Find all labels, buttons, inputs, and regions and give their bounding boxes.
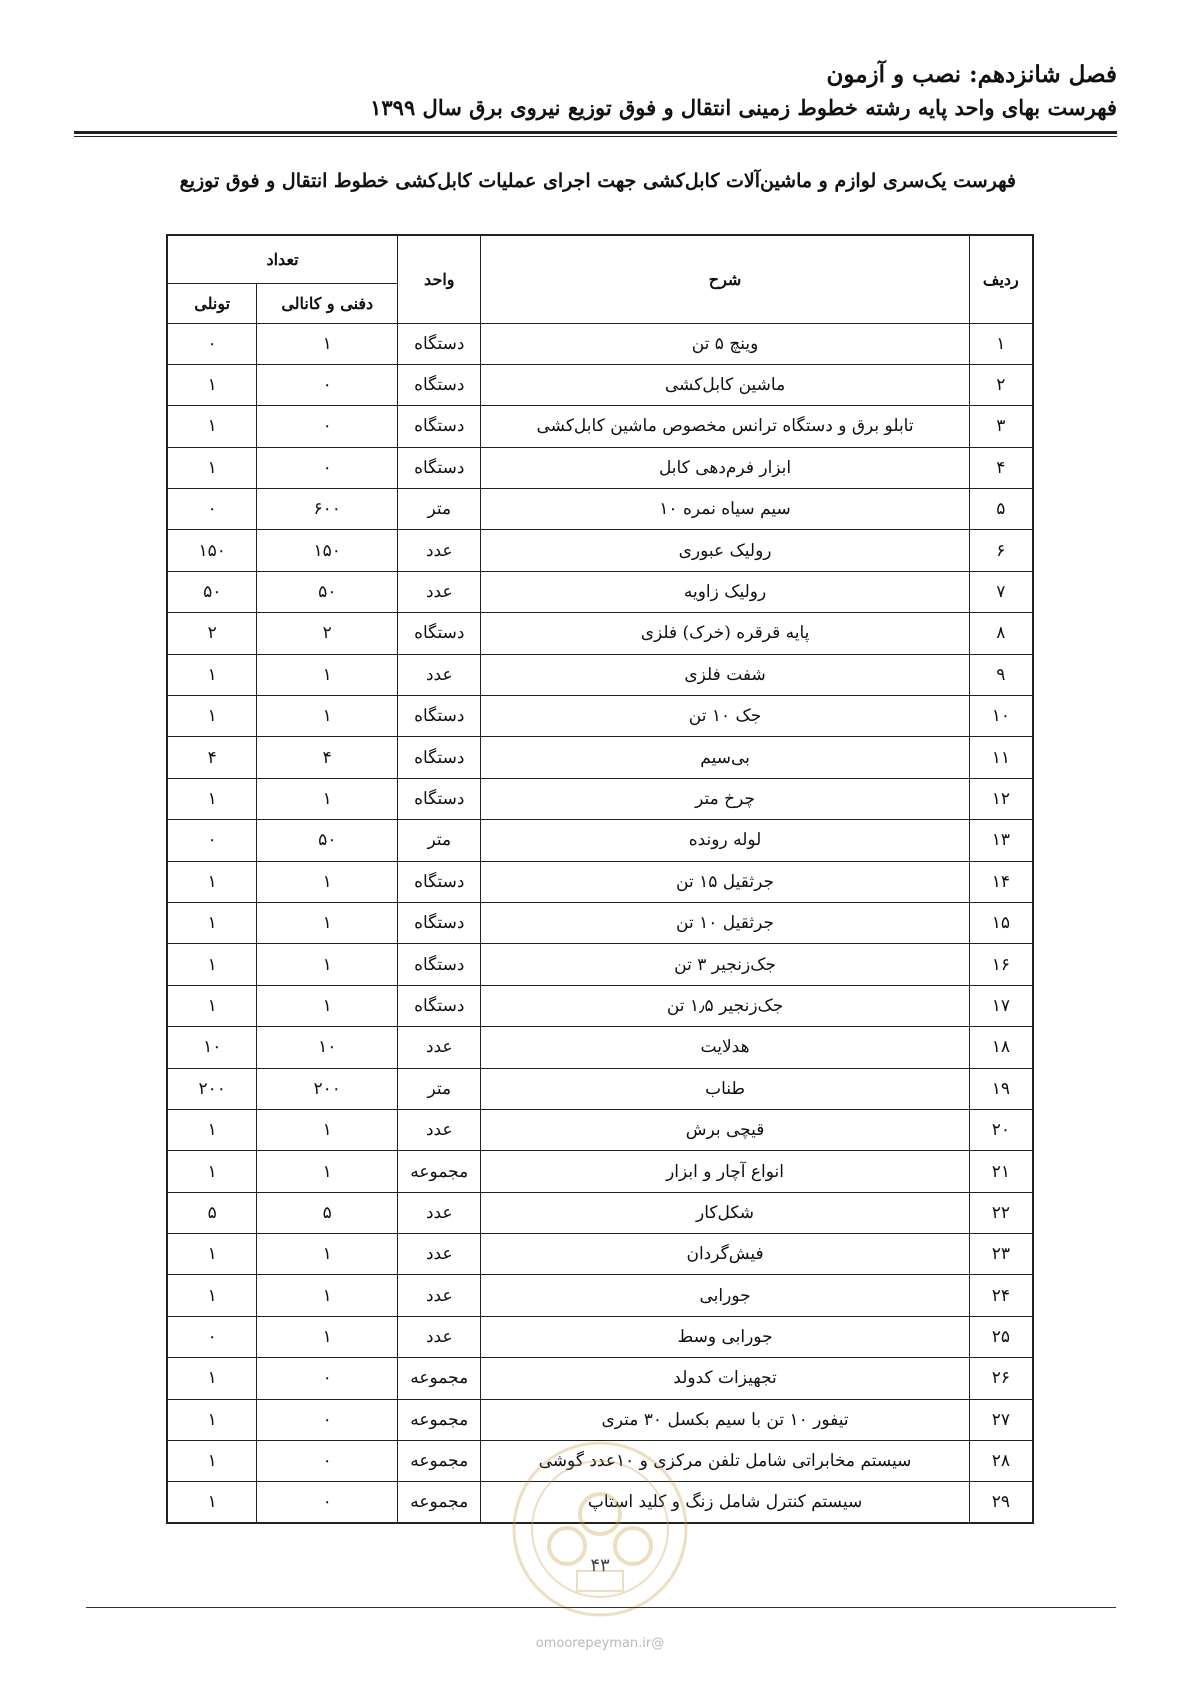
cell-buried: ۰ (257, 447, 398, 488)
cell-tunnel: ۱ (167, 696, 257, 737)
cell-unit: مجموعه (398, 1441, 481, 1482)
cell-tunnel: ۱ (167, 1441, 257, 1482)
cell-buried: ۱ (257, 654, 398, 695)
cell-buried: ۲ (257, 613, 398, 654)
cell-tunnel: ۱ (167, 1151, 257, 1192)
cell-tunnel: ۰ (167, 820, 257, 861)
cell-description: سیم سیاه نمره ۱۰ (481, 489, 969, 530)
cell-description: تیفور ۱۰ تن با سیم بکسل ۳۰ متری (481, 1399, 969, 1440)
cell-row-no: ۲۵ (969, 1316, 1033, 1357)
table-row (167, 1358, 1033, 1399)
cell-row-no: ۱۸ (969, 1027, 1033, 1068)
cell-row-no: ۱۲ (969, 778, 1033, 819)
cell-buried: ۰ (257, 364, 398, 405)
cell-description: رولیک زاویه (481, 571, 969, 612)
cell-description: سیستم مخابراتی شامل تلفن مرکزی و ۱۰عدد گوشی (481, 1441, 969, 1482)
cell-buried: ۱۰ (257, 1027, 398, 1068)
table-row (167, 861, 1033, 902)
cell-tunnel: ۱ (167, 364, 257, 405)
table-row (167, 985, 1033, 1026)
cell-description: شکل‌کار (481, 1192, 969, 1233)
cell-buried: ۰ (257, 1441, 398, 1482)
table-row (167, 737, 1033, 778)
table-row (167, 820, 1033, 861)
cell-tunnel: ۱ (167, 1109, 257, 1150)
cell-unit: دستگاه (398, 902, 481, 943)
header-rule-thick (74, 131, 1117, 134)
table-row (167, 778, 1033, 819)
cell-buried: ۰ (257, 406, 398, 447)
cell-row-no: ۴ (969, 447, 1033, 488)
cell-tunnel: ۱ (167, 944, 257, 985)
cell-tunnel: ۱ (167, 902, 257, 943)
cell-buried: ۰ (257, 1482, 398, 1523)
cell-buried: ۱ (257, 1275, 398, 1316)
table-row (167, 1234, 1033, 1275)
cell-description: جک‌زنجیر ۳ تن (481, 944, 969, 985)
table-row (167, 1109, 1033, 1150)
cell-buried: ۵۰ (257, 820, 398, 861)
cell-buried: ۱۵۰ (257, 530, 398, 571)
table-row (167, 1027, 1033, 1068)
cell-tunnel: ۰ (167, 323, 257, 364)
cell-tunnel: ۱ (167, 778, 257, 819)
cell-unit: عدد (398, 1192, 481, 1233)
table-row (167, 571, 1033, 612)
cell-row-no: ۲۴ (969, 1275, 1033, 1316)
cell-row-no: ۱۷ (969, 985, 1033, 1026)
cell-unit: عدد (398, 1316, 481, 1357)
cell-tunnel: ۱ (167, 406, 257, 447)
header-count: تعداد (167, 235, 398, 283)
cell-tunnel: ۱ (167, 654, 257, 695)
cell-description: سیستم کنترل شامل زنگ و کلید استاپ (481, 1482, 969, 1523)
cell-buried: ۱ (257, 778, 398, 819)
cell-description: جک‌زنجیر ۱٫۵ تن (481, 985, 969, 1026)
cell-buried: ۰ (257, 1399, 398, 1440)
cell-unit: عدد (398, 654, 481, 695)
cell-row-no: ۷ (969, 571, 1033, 612)
table-body (167, 323, 1033, 1523)
cell-description: جرثقیل ۱۵ تن (481, 861, 969, 902)
cell-description: جرثقیل ۱۰ تن (481, 902, 969, 943)
cell-unit: دستگاه (398, 323, 481, 364)
cell-tunnel: ۵ (167, 1192, 257, 1233)
table-row (167, 406, 1033, 447)
table-row (167, 447, 1033, 488)
cell-description: هدلایت (481, 1027, 969, 1068)
cell-buried: ۱ (257, 323, 398, 364)
cell-unit: دستگاه (398, 613, 481, 654)
cell-unit: دستگاه (398, 778, 481, 819)
cell-tunnel: ۰ (167, 489, 257, 530)
cell-description: تجهیزات کدولد (481, 1358, 969, 1399)
cell-buried: ۱ (257, 985, 398, 1026)
table-row (167, 654, 1033, 695)
cell-description: جورابی وسط (481, 1316, 969, 1357)
cell-unit: عدد (398, 1275, 481, 1316)
cell-row-no: ۲۷ (969, 1399, 1033, 1440)
cell-row-no: ۱۴ (969, 861, 1033, 902)
cell-description: انواع آچار و ابزار (481, 1151, 969, 1192)
cell-row-no: ۱۹ (969, 1068, 1033, 1109)
table-row (167, 613, 1033, 654)
cell-row-no: ۸ (969, 613, 1033, 654)
cell-buried: ۲۰۰ (257, 1068, 398, 1109)
cell-tunnel: ۱ (167, 985, 257, 1026)
watermark-seal-icon (507, 1436, 693, 1622)
table-title: فهرست یک‌سری لوازم و ماشین‌آلات کابل‌کشی جهت اجرای عملیات کابل‌کشی خطوط انتقال و فوق توزیع (179, 170, 1016, 192)
cell-row-no: ۱۶ (969, 944, 1033, 985)
cell-description: ماشین کابل‌کشی (481, 364, 969, 405)
cell-unit: دستگاه (398, 406, 481, 447)
cell-buried: ۶۰۰ (257, 489, 398, 530)
cell-unit: عدد (398, 1234, 481, 1275)
cell-buried: ۵ (257, 1192, 398, 1233)
cell-unit: دستگاه (398, 364, 481, 405)
cell-unit: متر (398, 820, 481, 861)
cell-unit: عدد (398, 571, 481, 612)
cell-description: چرخ متر (481, 778, 969, 819)
cell-row-no: ۳ (969, 406, 1033, 447)
cell-row-no: ۶ (969, 530, 1033, 571)
equipment-table (166, 234, 1034, 1524)
cell-buried: ۱ (257, 861, 398, 902)
header-buried: دفنی و کانالی (257, 283, 398, 323)
table-row (167, 1151, 1033, 1192)
cell-tunnel: ۱ (167, 1275, 257, 1316)
cell-buried: ۱ (257, 1151, 398, 1192)
cell-tunnel: ۵۰ (167, 571, 257, 612)
cell-tunnel: ۲۰۰ (167, 1068, 257, 1109)
cell-row-no: ۱۱ (969, 737, 1033, 778)
table-row (167, 530, 1033, 571)
price-list-title: فهرست بهای واحد پایه رشته خطوط زمینی انتقال و فوق توزیع نیروی برق سال ۱۳۹۹ (370, 95, 1117, 120)
header-rule-thin (74, 136, 1117, 137)
cell-description: وینچ ۵ تن (481, 323, 969, 364)
cell-buried: ۱ (257, 696, 398, 737)
cell-tunnel: ۱ (167, 1234, 257, 1275)
cell-row-no: ۵ (969, 489, 1033, 530)
cell-row-no: ۹ (969, 654, 1033, 695)
cell-row-no: ۱۰ (969, 696, 1033, 737)
cell-buried: ۱ (257, 944, 398, 985)
cell-row-no: ۲۰ (969, 1109, 1033, 1150)
cell-row-no: ۲ (969, 364, 1033, 405)
cell-row-no: ۲۸ (969, 1441, 1033, 1482)
cell-unit: مجموعه (398, 1358, 481, 1399)
cell-row-no: ۲۶ (969, 1358, 1033, 1399)
table-row (167, 902, 1033, 943)
cell-buried: ۴ (257, 737, 398, 778)
cell-row-no: ۱۳ (969, 820, 1033, 861)
cell-description: شفت فلزی (481, 654, 969, 695)
cell-row-no: ۲۹ (969, 1482, 1033, 1523)
cell-unit: مجموعه (398, 1399, 481, 1440)
cell-description: پایه قرقره (خرک) فلزی (481, 613, 969, 654)
table-row (167, 1192, 1033, 1233)
cell-tunnel: ۴ (167, 737, 257, 778)
cell-buried: ۱ (257, 1109, 398, 1150)
cell-tunnel: ۱۰ (167, 1027, 257, 1068)
cell-buried: ۰ (257, 1358, 398, 1399)
cell-tunnel: ۱۵۰ (167, 530, 257, 571)
cell-unit: مجموعه (398, 1151, 481, 1192)
table-row (167, 323, 1033, 364)
cell-tunnel: ۱ (167, 447, 257, 488)
cell-unit: عدد (398, 530, 481, 571)
cell-unit: دستگاه (398, 447, 481, 488)
table-row (167, 1316, 1033, 1357)
cell-tunnel: ۱ (167, 861, 257, 902)
header-tunnel: تونلی (167, 283, 257, 323)
site-watermark: @omoorepeyman.ir (535, 1636, 665, 1651)
cell-tunnel: ۱ (167, 1399, 257, 1440)
cell-description: تابلو برق و دستگاه ترانس مخصوص ماشین کابل‌کشی (481, 406, 969, 447)
cell-description: رولیک عبوری (481, 530, 969, 571)
table-row (167, 696, 1033, 737)
cell-tunnel: ۱ (167, 1358, 257, 1399)
header-unit: واحد (398, 235, 481, 323)
cell-row-no: ۲۳ (969, 1234, 1033, 1275)
cell-row-no: ۲۲ (969, 1192, 1033, 1233)
cell-unit: متر (398, 1068, 481, 1109)
cell-description: قیچی برش (481, 1109, 969, 1150)
table-row (167, 364, 1033, 405)
cell-tunnel: ۰ (167, 1316, 257, 1357)
table-row (167, 1399, 1033, 1440)
cell-unit: دستگاه (398, 696, 481, 737)
cell-unit: دستگاه (398, 737, 481, 778)
cell-row-no: ۱ (969, 323, 1033, 364)
cell-description: لوله رونده (481, 820, 969, 861)
cell-description: ابزار فرم‌دهی کابل (481, 447, 969, 488)
cell-description: بی‌سیم (481, 737, 969, 778)
cell-tunnel: ۱ (167, 1482, 257, 1523)
cell-unit: مجموعه (398, 1482, 481, 1523)
cell-unit: متر (398, 489, 481, 530)
cell-unit: دستگاه (398, 985, 481, 1026)
cell-unit: عدد (398, 1027, 481, 1068)
cell-buried: ۱ (257, 902, 398, 943)
cell-unit: دستگاه (398, 861, 481, 902)
cell-description: فیش‌گردان (481, 1234, 969, 1275)
cell-description: جک ۱۰ تن (481, 696, 969, 737)
cell-unit: دستگاه (398, 944, 481, 985)
cell-row-no: ۱۵ (969, 902, 1033, 943)
page-header (74, 58, 1117, 124)
table-row (167, 944, 1033, 985)
cell-description: جورابی (481, 1275, 969, 1316)
cell-tunnel: ۲ (167, 613, 257, 654)
header-row-no: ردیف (969, 235, 1033, 323)
table-row (167, 1275, 1033, 1316)
cell-buried: ۱ (257, 1316, 398, 1357)
cell-buried: ۵۰ (257, 571, 398, 612)
chapter-title: فصل شانزدهم: نصب و آزمون (826, 61, 1117, 88)
table-row (167, 1068, 1033, 1109)
table-row (167, 489, 1033, 530)
cell-buried: ۱ (257, 1234, 398, 1275)
footer-rule (86, 1607, 1116, 1608)
page-number: ۴۳ (590, 1555, 610, 1576)
cell-row-no: ۲۱ (969, 1151, 1033, 1192)
cell-unit: عدد (398, 1109, 481, 1150)
header-description: شرح (481, 235, 969, 323)
cell-description: طناب (481, 1068, 969, 1109)
